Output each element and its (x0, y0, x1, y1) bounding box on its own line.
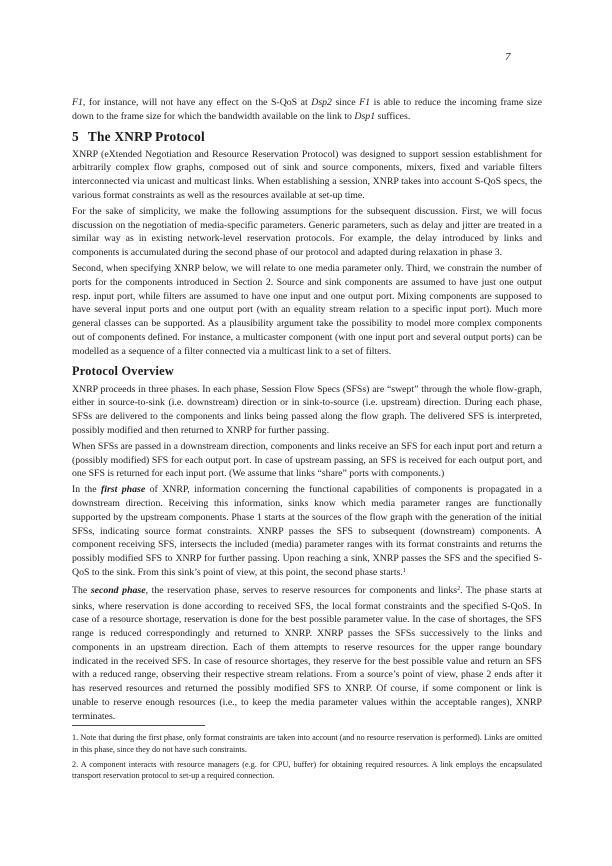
footnote-1: 1. Note that during the first phase, only format constraints are taken into account (and no resource reservation is performed). Links are omitted in this phase, since they do not have such constraints. (72, 733, 542, 754)
paragraph-intro: F1, for instance, will not have any effect on the S-QoS at Dsp2 since F1 is able to reduce the incoming frame size down to the frame size for which the bandwidth available on the link to Dsp1 suffices. (72, 97, 543, 122)
section-title: The XNRP Protocol (87, 128, 205, 144)
paragraph-ports: Second, when specifying XNRP below, we will relate to one media parameter only. Third, we constrain the number of ports for the components introduced in Section 2. Source and sink components are assumed to have just one output resp. input port, while filters are assumed to have one input and one output port. Mixing components are supposed to have several input ports and one output port (with an equality stream relation to a specific input port). Much more general classes can be supported. As a plausibility argument take the possibility to model more complex components out of components defined. For instance, a multicaster component (with one input port and several output ports) can be modelled as a sequence of a filter connected via a multicast link to a set of filters. (72, 262, 542, 357)
paragraph-xnrp-design: XNRP (eXtended Negotiation and Resource Reservation Protocol) was designed to support session establishment for arbitrarily complex flow graphs, composed out of sink and source components, mixers, fixed and variable filters interconnected via unicast and multicast links. When establishing a session, XNRP takes into account S-QoS specs, the various format constraints as well as the resources available at set-up time. (72, 148, 542, 201)
paragraph-first-phase: In the first phase of XNRP, information concerning the functional capabilities of components is propagated in a downstream direction. Receiving this information, sinks know which media parameter ranges are functionally supported by the upstream components. Phase 1 starts at the sources of the flow graph with the generation of the initial SFSs, indicating source format constraints. XNRP passes the SFS to subsequent (downstream) components. A component receiving SFS, intersects the included (media) parameter ranges with its format constraints and returns the possibly modified SFS to XNRP for further passing. Upon reaching a sink, XNRP passes the SFS and the specified S-QoS to the sink. From this sink’s point of view, at this point, the second phase starts.$^1$ (72, 484, 543, 578)
paragraph-phases-overview: XNRP proceeds in three phases. In each phase, Session Flow Specs (SFSs) are “swept” through the whole flow-graph, either in source-to-sink (i.e. downstream) direction or in sink-to-source (i.e. upstream) direction. During each phase, SFSs are delivered to the components and links being passed along the flow graph. The delivered SFS is interpreted, possibly modified and then returned to XNRP for further passing. (72, 383, 542, 436)
section-number: 5 (72, 128, 79, 144)
paragraph-assumptions: For the sake of simplicity, we make the following assumptions for the subsequent discussion. First, we will focus discussion on the negotiation of media-specific parameters. Generic parameters, such as delay and jitter are treated in a similar way as in existing network-level reservation protocols. For example, the delay introduced by links and components is accumulated during the second phase of our protocol and adapted during relaxation in phase 3. (72, 205, 542, 259)
footnotes-section (72, 725, 542, 785)
text-column (72, 96, 542, 726)
paragraph-second-phase: The second phase, the reservation phase, serves to reserve resources for components and links$^2$. The phase starts at sinks, where reservation is done according to received SFS, the local format constraints and the specified S-QoS. In case of a resource shortage, reservation is done for the best possible parameter value. In the case of shortages, the SFS range is reduced correspondingly and returned to XNRP. XNRP passes the SFSs successively to the links and components in an upstream direction. Each of them attempts to reserve resources for the upper range boundary indicated in the received SFS. In case of resource shortages, they reserve for the best possible value and return an SFS with a reduced range, observing their respective stream relations. From a source’s point of view, phase 2 ends after it has reserved resources and returned the possibly modified SFS to XNRP. Of course, if some component or link is unable to reserve enough resources (i.e., to keep the media parameter values within the acceptable ranges), XNRP terminates. (72, 584, 542, 722)
subsection-heading: Protocol Overview (72, 363, 175, 378)
footnote-separator (72, 725, 205, 726)
paragraph-downstream-passing: When SFSs are passed in a downstream direction, components and links receive an SFS for each input port and return a (possibly modified) SFS for each output port. In case of upstream passing, an SFS is received for each output port, and one SFS is returned for each input port. (We assume that links “share” ports with components.) (72, 440, 542, 480)
footnote-2: 2. A component interacts with resource managers (e.g. for CPU, buffer) for obtaining required resources. A link employs the encapsulated transport reservation protocol to set-up a required connection. (72, 759, 542, 781)
section-heading (72, 129, 542, 144)
page-number: 7 (505, 51, 511, 63)
